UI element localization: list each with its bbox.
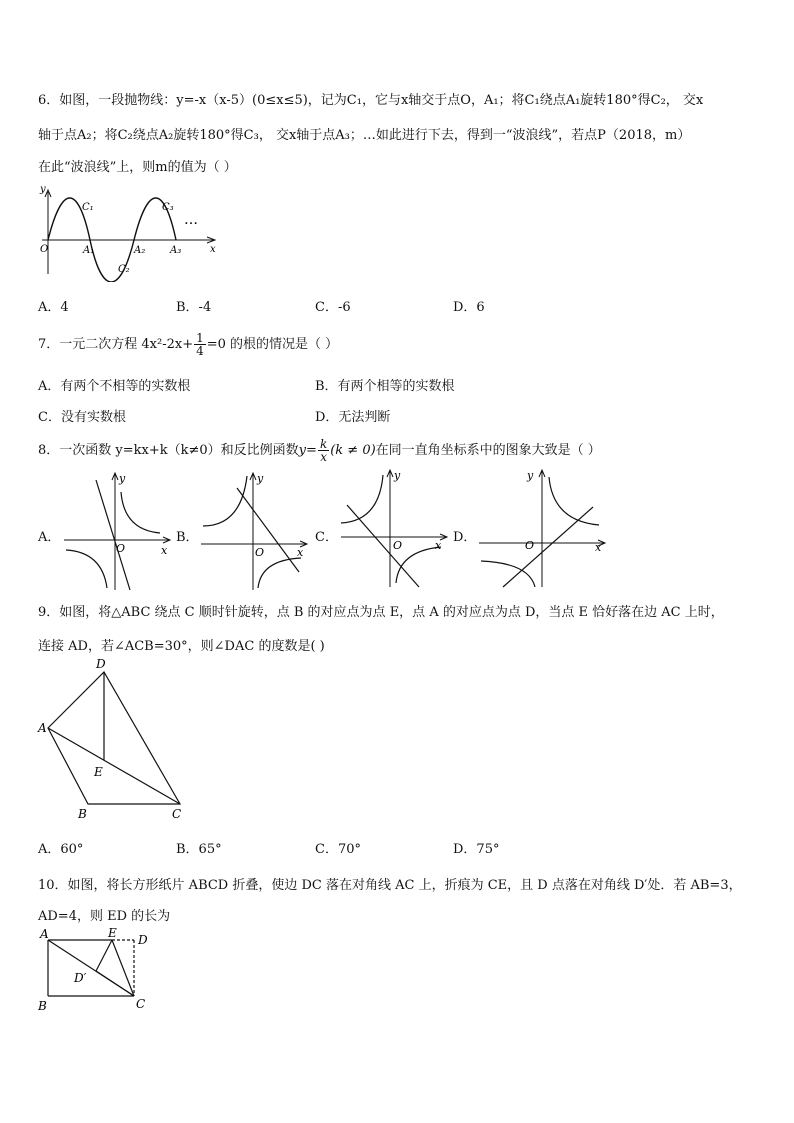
q7-option-a[interactable]: A．有两个不相等的实数根 bbox=[38, 379, 191, 394]
q8-b-x-label: x bbox=[297, 546, 304, 559]
q7-option-b[interactable]: B．有两个相等的实数根 bbox=[315, 379, 455, 394]
q10-label-e: E bbox=[108, 926, 117, 940]
q9-option-a[interactable]: A．60° bbox=[38, 842, 84, 857]
q8-d-o-label: O bbox=[525, 539, 535, 552]
q6-c2-label: C₂ bbox=[118, 264, 130, 275]
q10-text-line2: AD=4，则 ED 的长为 bbox=[38, 909, 171, 924]
q6-option-c[interactable]: C．-6 bbox=[315, 300, 351, 315]
q10-label-d-prime: D′ bbox=[74, 971, 87, 985]
q8-c-o-label: O bbox=[393, 539, 403, 552]
q10-label-c: C bbox=[136, 997, 146, 1011]
q7-fraction bbox=[194, 332, 206, 357]
q6-continuation-dots: … bbox=[184, 212, 198, 228]
q6-a3-label: A₃ bbox=[170, 245, 182, 256]
q9-label-d: D bbox=[96, 657, 106, 671]
q8-suffix: 在同一直角坐标系中的图象大致是（ ） bbox=[375, 443, 601, 458]
q8-c-y-label: y bbox=[394, 469, 401, 482]
q8-d-y-label: y bbox=[527, 469, 534, 482]
q6-text-line3: 在此“波浪线”上，则m的值为（ ） bbox=[38, 160, 237, 175]
q8-option-c-letter[interactable]: C． bbox=[315, 530, 338, 545]
q8-option-d-graph[interactable] bbox=[475, 465, 610, 590]
q10-label-d: D bbox=[138, 933, 148, 947]
q6-y-label: y bbox=[40, 184, 46, 195]
q7-suffix: =0 的根的情况是（ ） bbox=[206, 337, 339, 352]
q8-c-x-label: x bbox=[435, 539, 442, 552]
q10-text-line1: 10．如图，将长方形纸片 ABCD 折叠，使边 DC 落在对角线 AC 上，折痕为 CE，且 D 点落在对角线 D′处．若 AB=3， bbox=[38, 878, 742, 893]
q6-c3-label: C₃ bbox=[162, 202, 174, 213]
q6-text-line1: 6．如图，一段抛物线：y=-x（x-5）(0≤x≤5)，记为C₁，它与x轴交于点O，A₁；将C₁绕点A₁旋转180°得C₂， 交x bbox=[38, 93, 704, 108]
q8-a-x-label: x bbox=[161, 544, 168, 557]
q6-c1-label: C₁ bbox=[82, 202, 94, 213]
q7-frac-num: 1 bbox=[196, 331, 204, 345]
q7-option-d[interactable]: D．无法判断 bbox=[315, 410, 391, 425]
q8-fraction bbox=[318, 438, 329, 463]
q9-text-line2: 连接 AD，若∠ACB=30°，则∠DAC 的度数是( ) bbox=[38, 639, 325, 654]
q6-option-d[interactable]: D．6 bbox=[453, 300, 485, 315]
q8-frac-num: k bbox=[319, 437, 328, 451]
q9-label-b: B bbox=[78, 807, 87, 821]
q8-func-y: y bbox=[298, 443, 307, 458]
q8-text bbox=[38, 434, 601, 468]
q8-a-o-label: O bbox=[116, 542, 126, 555]
q9-label-e: E bbox=[94, 765, 103, 779]
q9-triangle-figure bbox=[30, 652, 200, 827]
q9-text-line1: 9．如图，将△ABC 绕点 C 顺时针旋转，点 B 的对应点为点 E，点 A 的对应点为点 D，当点 E 恰好落在边 AC 上时， bbox=[38, 605, 724, 620]
q9-label-a: A bbox=[38, 721, 47, 735]
q9-option-b[interactable]: B．65° bbox=[176, 842, 222, 857]
q6-text-line2: 轴于点A₂；将C₂绕点A₂旋转180°得C₃， 交x轴于点A₃；…如此进行下去，得到一“波浪线”，若点P（2018，m） bbox=[38, 128, 691, 143]
q10-label-a: A bbox=[40, 927, 49, 941]
q7-frac-den: 4 bbox=[196, 344, 204, 358]
q8-option-d-letter[interactable]: D． bbox=[453, 530, 477, 545]
q8-d-x-label: x bbox=[595, 541, 602, 554]
q6-a2-label: A₂ bbox=[134, 245, 146, 256]
q8-option-b-letter[interactable]: B． bbox=[176, 530, 199, 545]
q6-wave-figure bbox=[34, 182, 224, 282]
q8-prefix: 8．一次函数 y=kx+k（k≠0）和反比例函数 bbox=[38, 443, 299, 458]
q9-label-c: C bbox=[172, 807, 182, 821]
q7-prefix: 7．一元二次方程 4x²-2x+ bbox=[38, 337, 194, 352]
q10-label-b: B bbox=[38, 999, 47, 1013]
q8-option-a-letter[interactable]: A． bbox=[38, 530, 61, 545]
q6-o-label: O bbox=[40, 244, 49, 255]
q9-option-d[interactable]: D．75° bbox=[453, 842, 500, 857]
q8-eq: = bbox=[306, 443, 317, 458]
q8-option-a-graph[interactable] bbox=[60, 470, 175, 595]
q6-x-label: x bbox=[210, 244, 216, 255]
q8-condition: (k ≠ 0) bbox=[330, 443, 376, 458]
q8-frac-den: x bbox=[320, 450, 327, 464]
q8-b-o-label: O bbox=[255, 546, 265, 559]
q10-rectangle-figure bbox=[34, 926, 164, 1016]
q8-b-y-label: y bbox=[257, 472, 264, 485]
q6-option-a[interactable]: A．4 bbox=[38, 300, 69, 315]
q9-option-c[interactable]: C．70° bbox=[315, 842, 361, 857]
q6-option-b[interactable]: B．-4 bbox=[176, 300, 212, 315]
q7-option-c[interactable]: C．没有实数根 bbox=[38, 410, 126, 425]
q8-option-b-graph[interactable] bbox=[197, 470, 312, 595]
q7-text bbox=[38, 328, 338, 362]
q8-a-y-label: y bbox=[119, 472, 126, 485]
q8-option-c-graph[interactable] bbox=[337, 465, 452, 590]
q6-a1-label: A₁ bbox=[83, 245, 95, 256]
